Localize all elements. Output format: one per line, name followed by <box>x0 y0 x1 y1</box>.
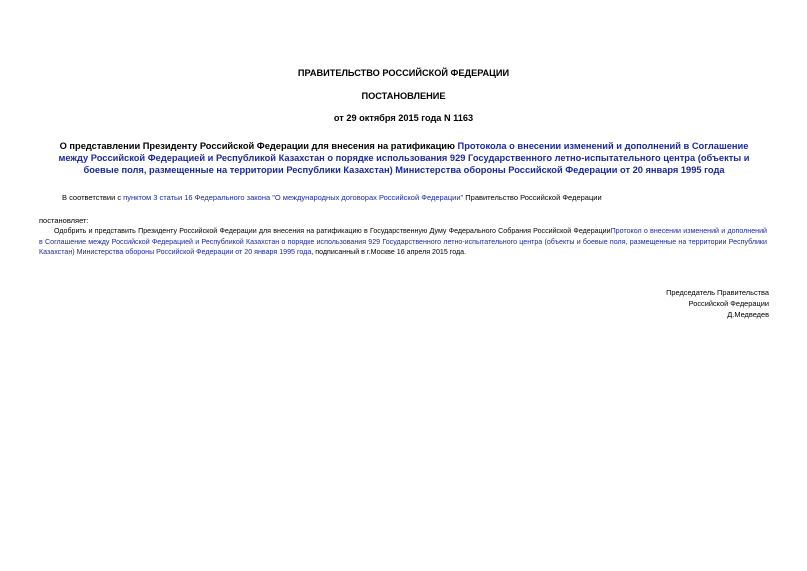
signature-name: Д.Медведев <box>727 310 769 319</box>
document-title <box>44 140 764 177</box>
body-suffix: , подписанный в г.Москве 16 апреля 2015 года. <box>311 248 467 257</box>
protocol-body-link[interactable]: Протокол о внесении изменений и дополнений в Соглашение между Российской Федерацией и Республикой Казахстан о порядке использования 929 Государственного летно-испытательного центра (объекты и боевые поля, размещенные на территории Республики Казахстан) Министерства обороны Российской Федерации от 20 января 1995 года <box>39 227 768 257</box>
federal-law-link[interactable]: пунктом 3 статьи 16 Федерального закона "О международных договорах Российской Федерации" <box>123 193 464 202</box>
signature-position-line2: Российской Федерации <box>688 299 769 308</box>
signature-block <box>666 287 769 320</box>
signature-position-line1: Председатель Правительства <box>666 288 769 297</box>
title-prefix: О представлении Президенту Российской Федерации для внесения на ратификацию <box>59 141 458 151</box>
document-type-heading: ПОСТАНОВЛЕНИЕ <box>361 91 446 101</box>
government-heading: ПРАВИТЕЛЬСТВО РОССИЙСКОЙ ФЕДЕРАЦИИ <box>297 68 510 78</box>
date-number-heading: от 29 октября 2015 года N 1163 <box>333 113 474 123</box>
legal-basis-paragraph <box>62 193 602 202</box>
body-prefix: Одобрить и представить Президенту Российской Федерации для внесения на ратификацию в Государственную Думу Федерального Собрания Российской Федерации <box>54 227 611 235</box>
basis-suffix: Правительство Российской Федерации <box>463 193 602 202</box>
resolution-body <box>39 226 767 258</box>
basis-prefix: В соответствии с <box>62 193 124 202</box>
protocol-title-link[interactable]: Протокола о внесении изменений и дополнений в Соглашение между Российской Федерацией и Республикой Казахстан о порядке использования 929 Государственного летно-испытательного центра (объекты и боевые поля, размещенные на территории Республики Казахстан) Министерства обороны Российской Федерации от 20 января 1995 года <box>58 141 750 176</box>
decides-label: постановляет: <box>39 216 89 225</box>
